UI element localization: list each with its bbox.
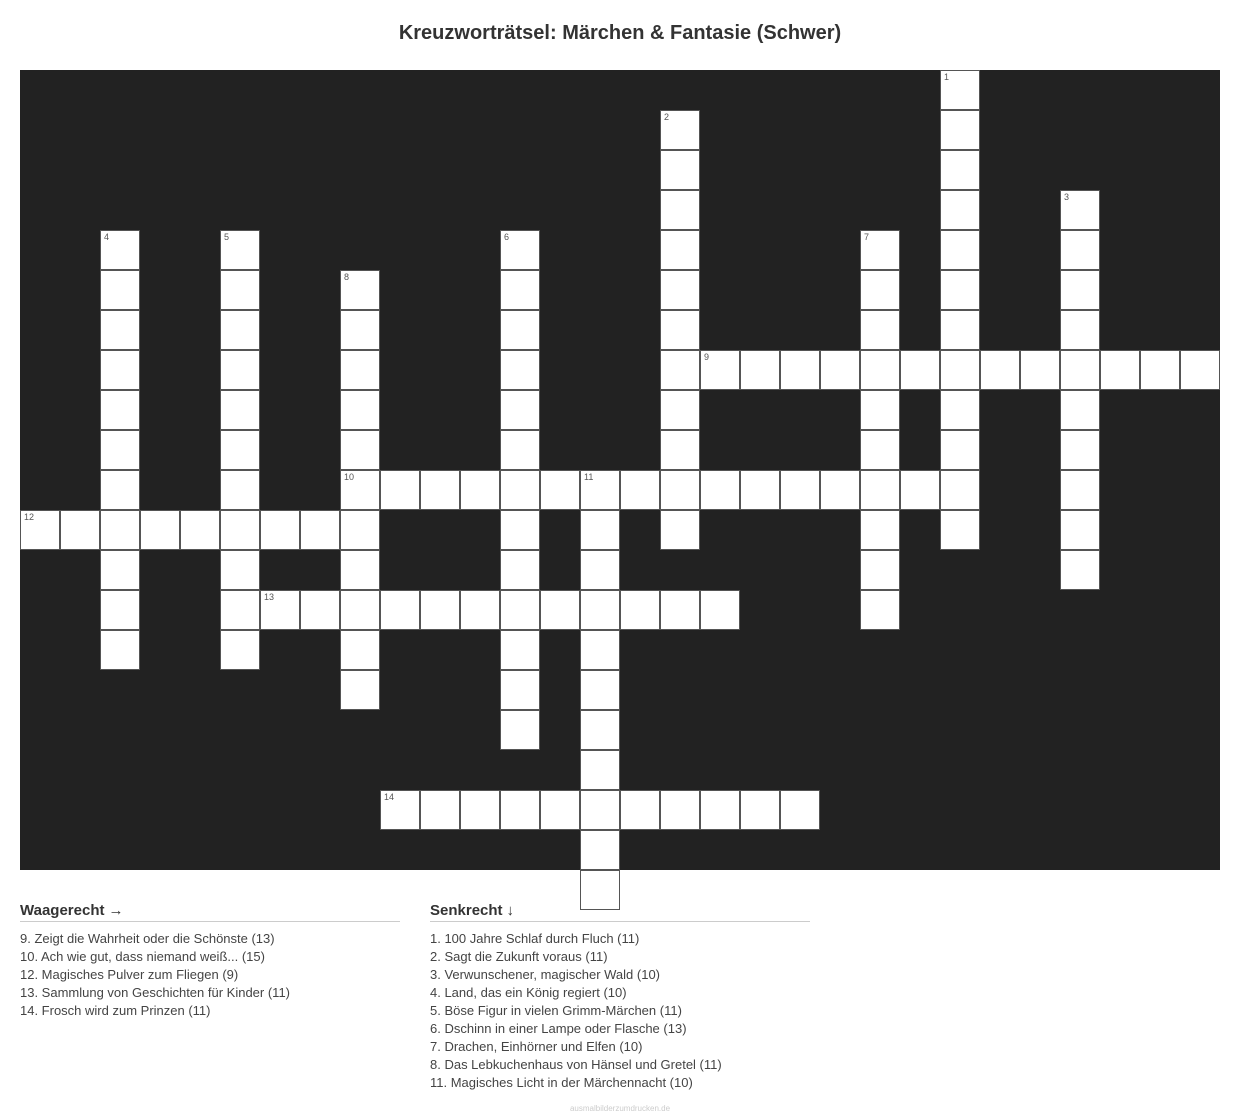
grid-cell[interactable] — [940, 270, 980, 310]
grid-cell[interactable] — [620, 590, 660, 630]
grid-cell[interactable] — [460, 470, 500, 510]
grid-cell[interactable] — [380, 790, 420, 830]
site-credit: ausmalbilderzumdrucken.de — [569, 1104, 671, 1113]
cell-number: 4 — [104, 232, 110, 242]
grid-cell[interactable] — [340, 390, 380, 430]
grid-cell[interactable] — [660, 470, 700, 510]
grid-cell[interactable] — [1020, 350, 1060, 390]
grid-cell[interactable] — [500, 430, 540, 470]
grid-cell[interactable] — [940, 70, 980, 110]
down-clue: 4. Land, das ein König regiert (10) — [430, 985, 627, 1000]
grid-cell[interactable] — [220, 270, 260, 310]
across-heading — [20, 902, 400, 922]
grid-cell[interactable] — [220, 590, 260, 630]
grid-cell[interactable] — [580, 470, 620, 510]
grid-cell[interactable] — [1060, 190, 1100, 230]
grid-cell[interactable] — [1060, 310, 1100, 350]
grid-cell[interactable] — [500, 350, 540, 390]
grid-cell[interactable] — [340, 270, 380, 310]
grid-cell[interactable] — [580, 670, 620, 710]
grid-cell[interactable] — [660, 190, 700, 230]
grid-cell[interactable] — [220, 430, 260, 470]
across-heading-label: Waagerecht — [20, 902, 105, 919]
grid-cell[interactable] — [940, 390, 980, 430]
grid-cell[interactable] — [500, 310, 540, 350]
grid-cell[interactable] — [300, 510, 340, 550]
grid-cell[interactable] — [100, 270, 140, 310]
grid-cell[interactable] — [580, 710, 620, 750]
across-clue: 10. Ach wie gut, dass niemand weiß... (15) — [20, 949, 265, 964]
grid-cell[interactable] — [500, 510, 540, 550]
grid-cell[interactable] — [100, 550, 140, 590]
grid-cell[interactable] — [620, 790, 660, 830]
grid-cell[interactable] — [500, 270, 540, 310]
grid-cell[interactable] — [660, 270, 700, 310]
grid-cell[interactable] — [460, 790, 500, 830]
grid-cell[interactable] — [340, 350, 380, 390]
grid-cell[interactable] — [1060, 430, 1100, 470]
grid-cell[interactable] — [580, 750, 620, 790]
grid-cell[interactable] — [660, 430, 700, 470]
grid-cell[interactable] — [940, 430, 980, 470]
grid-cell[interactable] — [700, 350, 740, 390]
grid-cell[interactable] — [340, 430, 380, 470]
across-clue: 9. Zeigt die Wahrheit oder die Schönste (13) — [20, 931, 275, 946]
down-clue: 7. Drachen, Einhörner und Elfen (10) — [430, 1039, 643, 1054]
grid-cell[interactable] — [900, 350, 940, 390]
grid-cell[interactable] — [660, 110, 700, 150]
grid-cell[interactable] — [660, 510, 700, 550]
across-clue: 14. Frosch wird zum Prinzen (11) — [20, 1003, 211, 1018]
grid-cell[interactable] — [220, 470, 260, 510]
across-clues-section — [20, 902, 400, 1020]
down-clue: 1. 100 Jahre Schlaf durch Fluch (11) — [430, 931, 640, 946]
grid-cell[interactable] — [340, 550, 380, 590]
grid-cell[interactable] — [20, 510, 60, 550]
grid-cell[interactable] — [420, 790, 460, 830]
grid-cell[interactable] — [1060, 230, 1100, 270]
grid-cell[interactable] — [220, 510, 260, 550]
grid-cell[interactable] — [100, 230, 140, 270]
grid-cell[interactable] — [660, 310, 700, 350]
grid-cell[interactable] — [500, 390, 540, 430]
grid-cell[interactable] — [100, 510, 140, 550]
grid-cell[interactable] — [500, 590, 540, 630]
down-clue: 11. Magisches Licht in der Märchennacht (10) — [430, 1075, 693, 1090]
grid-cell[interactable] — [500, 710, 540, 750]
grid-cell[interactable] — [860, 430, 900, 470]
grid-cell[interactable] — [700, 790, 740, 830]
down-clue: 6. Dschinn in einer Lampe oder Flasche (13) — [430, 1021, 687, 1036]
crossword-grid — [20, 70, 1220, 870]
cell-number: 2 — [664, 112, 670, 122]
grid-cell[interactable] — [940, 310, 980, 350]
cell-number: 3 — [1064, 192, 1070, 202]
down-clues-section — [430, 902, 810, 1092]
grid-cell[interactable] — [860, 510, 900, 550]
grid-cell[interactable] — [660, 150, 700, 190]
grid-cell[interactable] — [860, 590, 900, 630]
grid-cell[interactable] — [460, 590, 500, 630]
grid-cell[interactable] — [820, 350, 860, 390]
grid-cell[interactable] — [900, 470, 940, 510]
grid-cell[interactable] — [420, 470, 460, 510]
grid-cell[interactable] — [580, 630, 620, 670]
grid-cell[interactable] — [260, 510, 300, 550]
grid-cell[interactable] — [100, 310, 140, 350]
grid-cell[interactable] — [500, 470, 540, 510]
grid-cell[interactable] — [700, 470, 740, 510]
down-clue: 5. Böse Figur in vielen Grimm-Märchen (11) — [430, 1003, 682, 1018]
cell-number: 8 — [344, 272, 350, 282]
grid-cell[interactable] — [60, 510, 100, 550]
grid-cell[interactable] — [980, 350, 1020, 390]
grid-cell[interactable] — [500, 670, 540, 710]
grid-cell[interactable] — [860, 310, 900, 350]
grid-cell[interactable] — [340, 510, 380, 550]
grid-cell[interactable] — [500, 230, 540, 270]
grid-cell[interactable] — [500, 550, 540, 590]
grid-cell[interactable] — [660, 590, 700, 630]
grid-cell[interactable] — [700, 590, 740, 630]
grid-cell[interactable] — [1100, 350, 1140, 390]
grid-cell[interactable] — [260, 590, 300, 630]
grid-cell[interactable] — [380, 590, 420, 630]
grid-cell[interactable] — [100, 470, 140, 510]
grid-cell[interactable] — [540, 590, 580, 630]
down-clue-list — [430, 930, 810, 1092]
across-clue: 13. Sammlung von Geschichten für Kinder (11) — [20, 985, 291, 1000]
grid-cell[interactable] — [660, 350, 700, 390]
grid-cell[interactable] — [860, 230, 900, 270]
grid-cell[interactable] — [940, 350, 980, 390]
grid-cell[interactable] — [580, 510, 620, 550]
grid-cell[interactable] — [580, 550, 620, 590]
arrow-down-icon: ↓ — [506, 902, 515, 919]
grid-cell[interactable] — [220, 350, 260, 390]
grid-cell[interactable] — [860, 550, 900, 590]
grid-cell[interactable] — [100, 630, 140, 670]
grid-cell[interactable] — [660, 230, 700, 270]
puzzle-title: Kreuzworträtsel: Märchen & Fantasie (Schwer) — [398, 22, 842, 44]
grid-cell[interactable] — [740, 350, 780, 390]
cell-number: 11 — [584, 472, 594, 482]
grid-cell[interactable] — [540, 470, 580, 510]
cell-number: 7 — [864, 232, 870, 242]
grid-cell[interactable] — [100, 350, 140, 390]
grid-cell[interactable] — [660, 790, 700, 830]
cell-number: 14 — [384, 792, 395, 802]
cell-number: 5 — [224, 232, 230, 242]
grid-cell[interactable] — [860, 270, 900, 310]
cell-number: 12 — [24, 512, 35, 522]
grid-cell[interactable] — [340, 590, 380, 630]
grid-cell[interactable] — [1060, 510, 1100, 550]
grid-cell[interactable] — [180, 510, 220, 550]
grid-cell[interactable] — [340, 470, 380, 510]
grid-cell[interactable] — [340, 670, 380, 710]
down-clue: 8. Das Lebkuchenhaus von Hänsel und Gretel (11) — [430, 1057, 722, 1072]
cell-number: 10 — [344, 472, 355, 482]
grid-cell[interactable] — [740, 470, 780, 510]
grid-cell[interactable] — [780, 470, 820, 510]
grid-cell[interactable] — [220, 310, 260, 350]
grid-cell[interactable] — [220, 630, 260, 670]
grid-cell[interactable] — [1060, 550, 1100, 590]
grid-cell[interactable] — [100, 590, 140, 630]
grid-cell[interactable] — [220, 230, 260, 270]
grid-cell[interactable] — [540, 790, 580, 830]
grid-cell[interactable] — [420, 590, 460, 630]
grid-cell[interactable] — [100, 390, 140, 430]
grid-cell[interactable] — [940, 470, 980, 510]
grid-cell[interactable] — [140, 510, 180, 550]
grid-cell[interactable] — [220, 390, 260, 430]
grid-cell[interactable] — [300, 590, 340, 630]
grid-cell[interactable] — [1060, 270, 1100, 310]
grid-cell[interactable] — [500, 630, 540, 670]
grid-cell[interactable] — [860, 470, 900, 510]
down-clue: 2. Sagt die Zukunft voraus (11) — [430, 949, 608, 964]
grid-cell[interactable] — [580, 830, 620, 870]
grid-cell[interactable] — [940, 230, 980, 270]
grid-cell[interactable] — [940, 190, 980, 230]
cell-number: 13 — [264, 592, 275, 602]
grid-cell[interactable] — [820, 470, 860, 510]
grid-cell[interactable] — [580, 590, 620, 630]
grid-cell[interactable] — [940, 510, 980, 550]
down-heading-label: Senkrecht — [430, 902, 503, 919]
across-clue-list — [20, 930, 400, 1020]
grid-cell[interactable] — [860, 390, 900, 430]
across-clue: 12. Magisches Pulver zum Fliegen (9) — [20, 967, 239, 982]
grid-cell[interactable] — [1180, 350, 1220, 390]
grid-cell[interactable] — [1060, 470, 1100, 510]
grid-cell[interactable] — [620, 470, 660, 510]
grid-cell[interactable] — [860, 350, 900, 390]
grid-cell[interactable] — [380, 470, 420, 510]
cell-number: 6 — [504, 232, 510, 242]
grid-cell[interactable] — [340, 630, 380, 670]
grid-cell[interactable] — [1060, 350, 1100, 390]
grid-cell[interactable] — [660, 390, 700, 430]
down-heading — [430, 902, 810, 922]
grid-cell[interactable] — [220, 550, 260, 590]
grid-cell[interactable] — [940, 110, 980, 150]
grid-cell[interactable] — [940, 150, 980, 190]
grid-cell[interactable] — [780, 790, 820, 830]
grid-cell[interactable] — [740, 790, 780, 830]
grid-cell[interactable] — [1140, 350, 1180, 390]
cell-number: 9 — [704, 352, 710, 362]
grid-cell[interactable] — [780, 350, 820, 390]
grid-cell[interactable] — [340, 310, 380, 350]
arrow-right-icon: → — [108, 902, 124, 919]
grid-cell[interactable] — [500, 790, 540, 830]
down-clue: 3. Verwunschener, magischer Wald (10) — [430, 967, 661, 982]
grid-cell[interactable] — [100, 430, 140, 470]
grid-cell[interactable] — [1060, 390, 1100, 430]
cell-number: 1 — [944, 72, 950, 82]
grid-cell[interactable] — [580, 790, 620, 830]
